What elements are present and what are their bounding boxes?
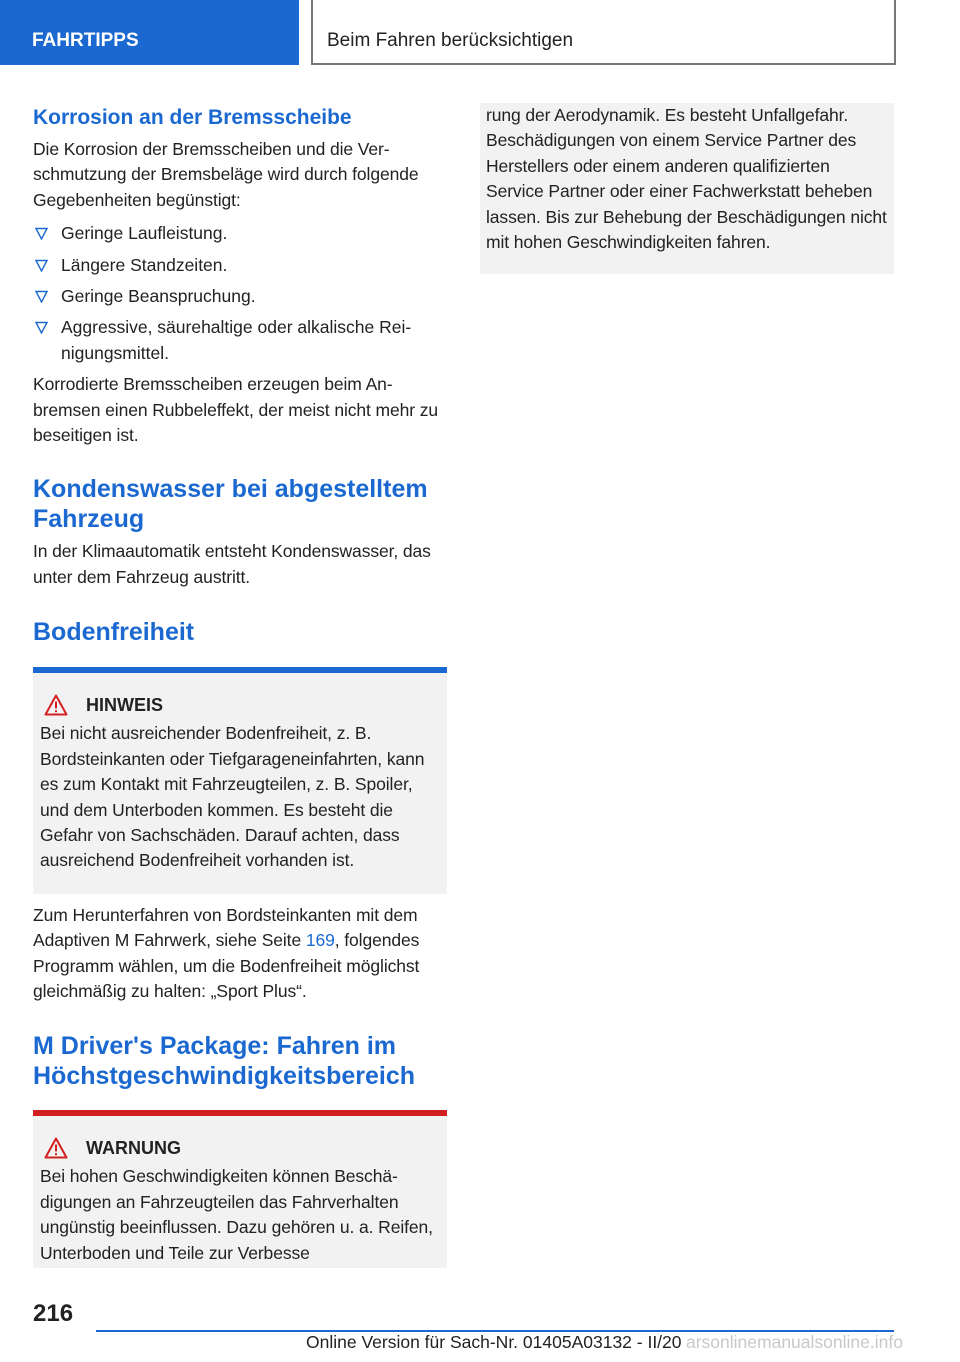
bodenfreiheit-text <box>33 903 447 1005</box>
heading-m-drivers-package: M Driver's Package: Fahren im Höchstgeschwindigkeitsbereich <box>33 1032 416 1091</box>
notice-box-hinweis <box>33 667 447 893</box>
list-item <box>33 284 447 309</box>
korrosion-outro: Korrodierte Bremsscheiben erzeugen beim Anbremsen einen Rubbeleffekt, der meist nicht mehr zu beseitigen ist. <box>33 374 439 446</box>
heading-bodenfreiheit: Bodenfreiheit <box>33 618 195 647</box>
chapter-header <box>311 0 896 65</box>
heading-kondenswasser: Kondenswasser bei abgestelltem Fahrzeug <box>33 475 428 534</box>
left-column <box>33 103 447 1268</box>
chapter-title: Beim Fahren berücksichtigen <box>327 30 574 51</box>
right-column <box>480 103 894 274</box>
list-item-text: Aggressive, säurehaltige oder alkalische Reinigungsmittel. <box>61 317 412 363</box>
triangle-bullet-icon <box>35 290 48 303</box>
page-number: 216 <box>33 1300 74 1327</box>
warning-text: Bei hohen Geschwindigkeiten können Beschädigungen an Fahrzeugteilen das Fahrverhalten ungünstig beeinflussen. Dazu gehören u. a. Reifen, Unterboden und Teile zur Verbesse <box>40 1166 433 1263</box>
section-tab <box>0 0 299 65</box>
korrosion-bullet-list <box>33 221 447 366</box>
triangle-bullet-icon <box>35 321 48 334</box>
notice-label: HINWEIS <box>86 695 164 716</box>
triangle-bullet-icon <box>35 259 48 272</box>
bodenfreiheit-text-start: Zum Herunterfahren von Bordsteinkanten mit dem Adaptiven M Fahrwerk, siehe Seite <box>33 904 418 951</box>
warning-continued-box <box>480 103 894 274</box>
page-link-169[interactable]: 169 <box>305 930 335 951</box>
watermark: arsonlinemanualsonline.info <box>686 1332 903 1352</box>
kondenswasser-text: In der Klimaautomatik entsteht Kondenswasser, das unter dem Fahrzeug austritt. <box>33 541 431 587</box>
notice-box-warnung <box>33 1110 447 1268</box>
warning-continued-text: rung der Aerodynamik. Es besteht Unfallgefahr. Beschädigungen von einem Service Partner des Herstellers oder einem anderen qualifizierten Service Partner oder einer Fachwerkstatt beheben lassen. Bis zur Behebung der Beschädigungen nicht mit hohen Geschwindigkeiten fahren. <box>486 105 887 253</box>
warning-triangle-icon <box>44 1137 68 1159</box>
list-item-text: Geringe Laufleistung. <box>61 223 228 244</box>
triangle-bullet-icon <box>35 227 48 240</box>
warning-header <box>40 1136 439 1160</box>
heading-korrosion: Korrosion an der Bremsscheibe <box>33 106 352 129</box>
footer-online-version: Online Version für Sach-Nr. 01405A03132 - II/20 <box>306 1332 682 1352</box>
bodenfreiheit-text-end: , folgendes Programm wählen, um die Bodenfreiheit möglichst gleichmäßig zu halten: „Sport Plus“. <box>33 930 420 1001</box>
warning-triangle-icon <box>44 694 68 716</box>
section-title: FAHRTIPPS <box>32 30 139 51</box>
notice-header <box>40 693 439 717</box>
list-item <box>33 253 447 278</box>
list-item <box>33 221 447 246</box>
korrosion-intro: Die Korrosion der Bremsscheiben und die Verschmutzung der Bremsbeläge wird durch folgende Gegebenheiten begünstigt: <box>33 139 419 210</box>
list-item-text: Längere Standzeiten. <box>61 254 228 275</box>
notice-text: Bei nicht ausreichender Bodenfreiheit, z. B. Bordsteinkanten oder Tiefgarageneinfahrten, kann es zum Kontakt mit Fahrzeugteilen, z. B. Spoiler, und dem Unterboden kommen. Es besteht die Gefahr von Sachschäden. Darauf achten, dass ausreichend Bodenfreiheit vorhanden ist. <box>40 723 425 871</box>
warning-label: WARNUNG <box>86 1138 181 1159</box>
list-item-text: Geringe Beanspruchung. <box>61 286 256 307</box>
list-item <box>33 315 447 366</box>
